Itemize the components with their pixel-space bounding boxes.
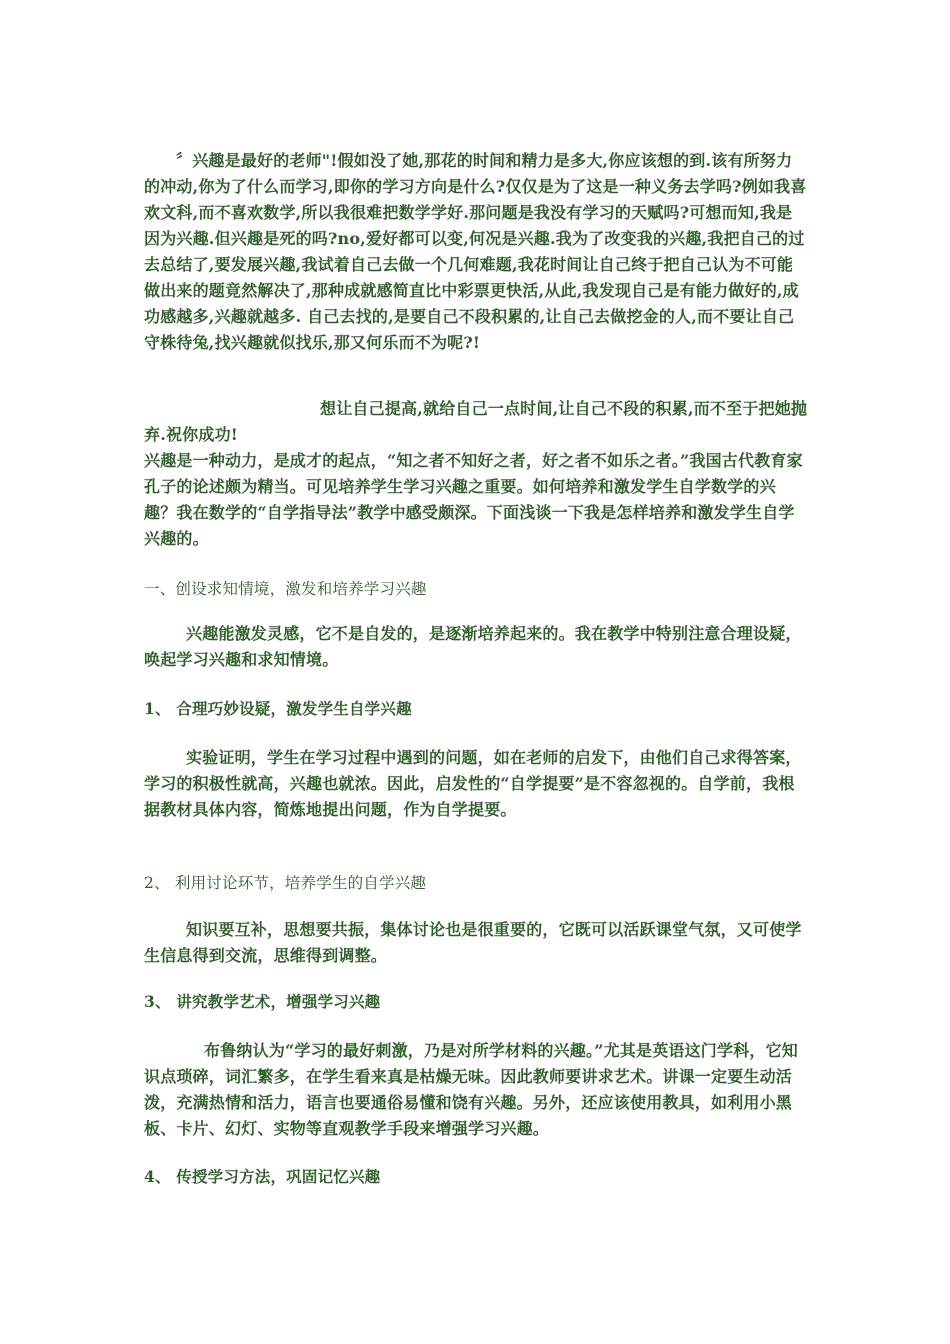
subheading-1: 1、 合理巧妙设疑，激发学生自学兴趣: [144, 699, 412, 718]
paragraph-encouragement: 想让自己提高,就给自己一点时间,让自己不段的积累,而不至于把她抛弃.祝你成功!: [144, 399, 808, 444]
section-heading-1: 一、创设求知情境，激发和培养学习兴趣: [144, 580, 427, 598]
paragraph-section-1: 兴趣能激发灵感，它不是自发的，是逐渐培养起来的。我在教学中特别注意合理设疑，唤起学习兴趣和求知情境。: [144, 624, 802, 669]
paragraph-subsection-3: 布鲁纳认为“学习的最好刺激，乃是对所学材料的兴趣。”尤其是英语这门学科，它知识点琐碎，词汇繁多，在学生看来真是枯燥无味。因此教师要讲求艺术。讲课一定要生动活泼，充满热情和活力，语言也要通俗易懂和饶有兴趣。另外，还应该使用教具，如利用小黑板、卡片、幻灯、实物等直观教学手段来增强学习兴趣。: [144, 1041, 799, 1138]
paragraph-introduction: 兴趣是一种动力，是成才的起点，“知之者不知好之者，好之者不如乐之者。”我国古代教育家孔子的论述颇为精当。可见培养学生学习兴趣之重要。如何培养和激发学生自学数学的兴趣？我在数学的“自学指导法”教学中感受颇深。下面浅谈一下我是怎样培养和激发学生自学兴趣的。: [144, 451, 803, 548]
subheading-4: 4、 传授学习方法，巩固记忆兴趣: [144, 1167, 381, 1186]
subheading-3: 3、 讲究教学艺术，增强学习兴趣: [144, 992, 381, 1011]
paragraph-subsection-2: 知识要互补，思想要共振，集体讨论也是很重要的，它既可以活跃课堂气氛，又可使学生信息得到交流，思维得到调整。: [144, 920, 802, 965]
paragraph-interest-reflection: 〞兴趣是最好的老师"!假如没了她,那花的时间和精力是多大,你应该想的到.该有所努力的冲动,你为了什么而学习,即你的学习方向是什么?仅仅是为了这是一种义务去学吗?例如我喜欢文科,而不喜欢数学,所以我很难把数学学好.那问题是我没有学习的天赋吗?可想而知,我是因为兴趣.但兴趣是死的吗?no,爱好都可以变,何况是兴趣.我为了改变我的兴趣,我把自己的过去总结了,要发展兴趣,我试着自己去做一个几何难题,我花时间让自己终于把自己认为不可能做出来的题竟然解决了,那种成就感简直比中彩票更快活,从此,我发现自己是有能力做好的,成功感越多,兴趣就越多. 自己去找的,是要自己不段积累的,让自己去做挖金的人,而不要让自己守株待兔,找兴趣就似找乐,那又何乐而不为呢?!: [144, 151, 807, 352]
paragraph-subsection-1: 实验证明，学生在学习过程中遇到的问题，如在老师的启发下，由他们自己求得答案，学习的积极性就高，兴趣也就浓。因此，启发性的“自学提要”是不容忽视的。自学前，我根据教材具体内容，简炼地提出问题，作为自学提要。: [144, 748, 802, 819]
subheading-2: 2、 利用讨论环节，培养学生的自学兴趣: [144, 874, 427, 892]
